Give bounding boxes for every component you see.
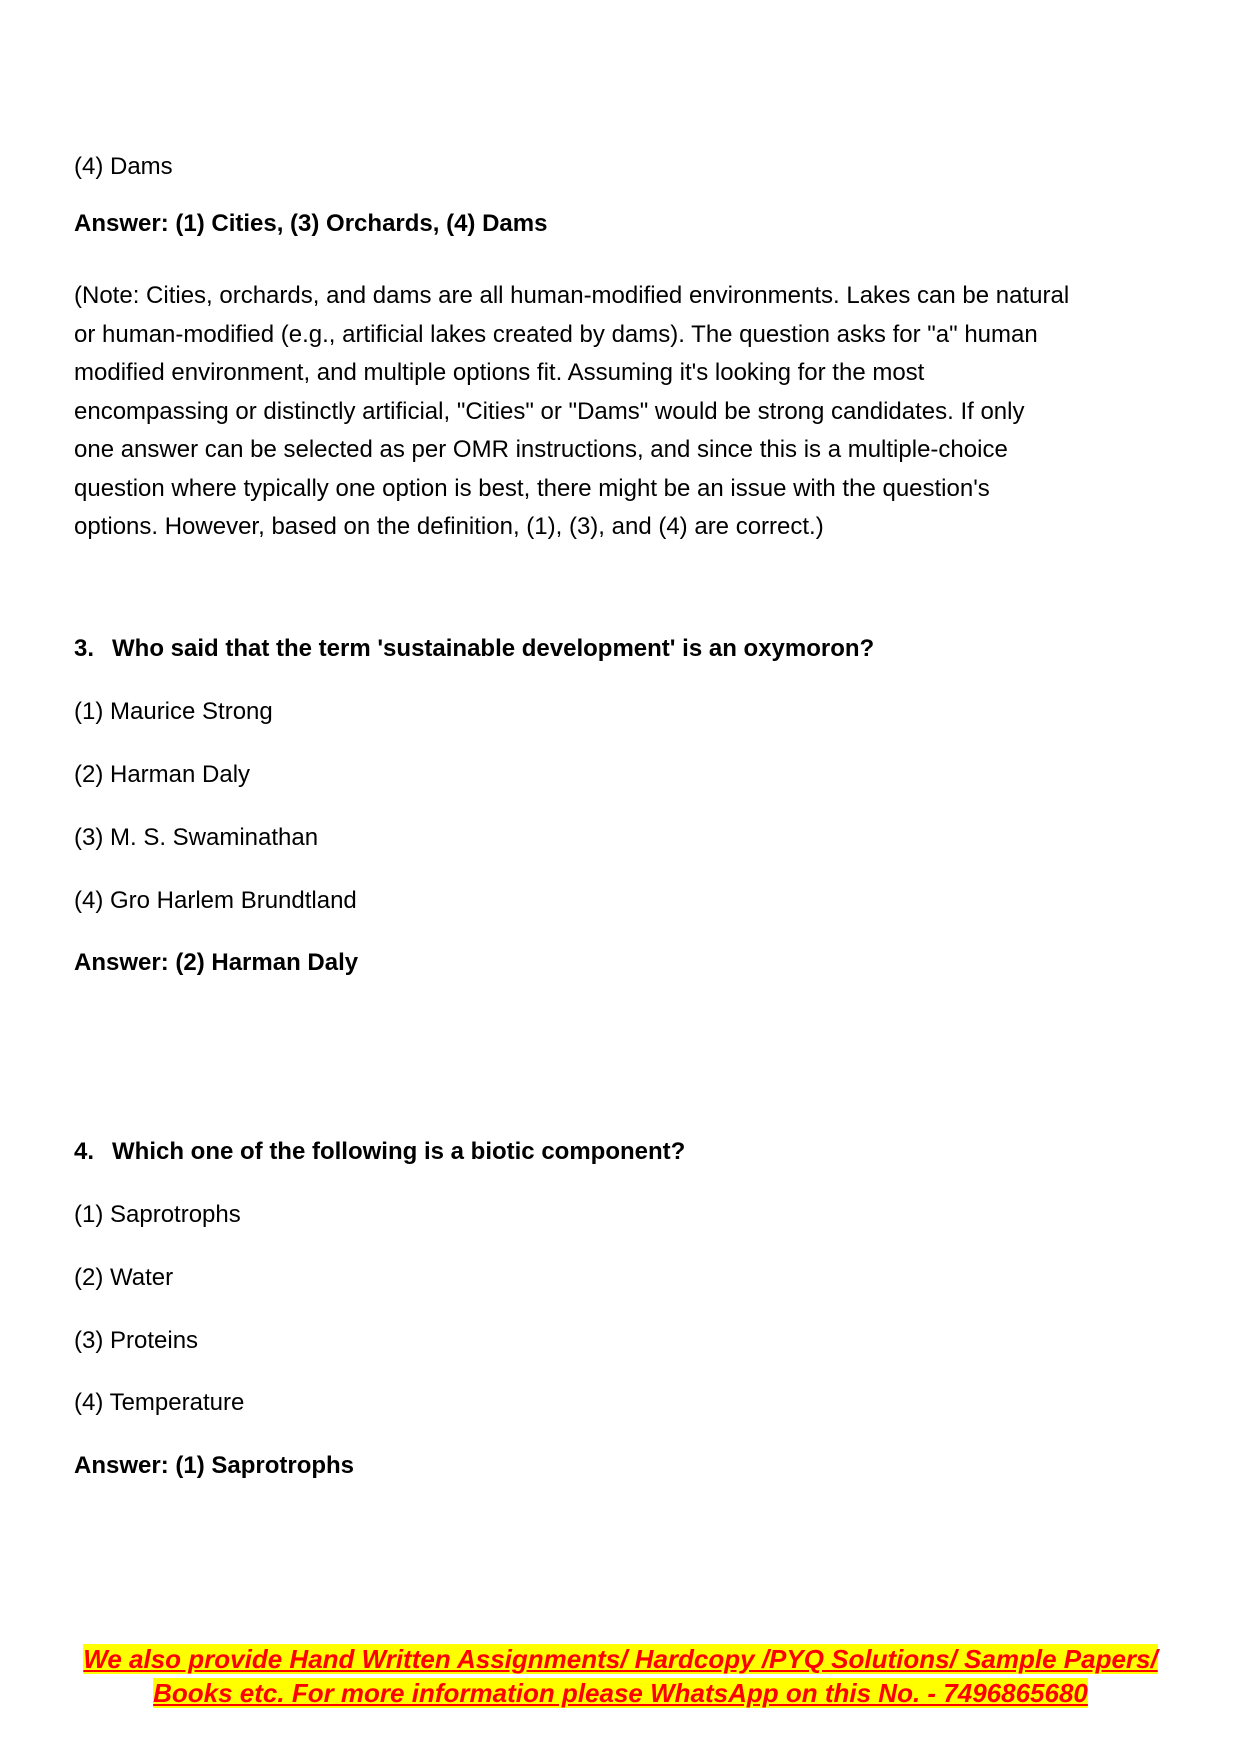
q3-option-3: (3) M. S. Swaminathan: [74, 824, 319, 851]
note-line: one answer can be selected as per OMR instructions, and since this is a multiple-choice: [74, 436, 1008, 463]
q3-option-1: (1) Maurice Strong: [74, 698, 273, 725]
note-line: encompassing or distinctly artificial, "Cities" or "Dams" would be strong candidates. If only: [74, 397, 1025, 425]
q4-question: [74, 1137, 685, 1167]
note-line: or human-modified (e.g., artificial lakes created by dams). The question asks for "a" human: [74, 320, 1038, 348]
note-line: modified environment, and multiple options fit. Assuming it's looking for the most: [74, 359, 925, 386]
q2-option-4: (4) Dams: [74, 153, 173, 180]
q3-option-4: (4) Gro Harlem Brundtland: [74, 887, 357, 914]
q4-option-1: (1) Saprotrophs: [74, 1201, 241, 1228]
note-line: question where typically one option is best, there might be an issue with the question's: [74, 474, 990, 502]
q4-option-3: (3) Proteins: [74, 1327, 199, 1354]
footer-line-2: Books etc. For more information please WhatsApp on this No. - 7496865680: [153, 1678, 1088, 1708]
q4-option-4: (4) Temperature: [74, 1389, 245, 1416]
q3-answer: Answer: (2) Harman Daly: [74, 949, 359, 976]
q3-option-2: (2) Harman Daly: [74, 761, 251, 788]
footer-line-1: We also provide Hand Written Assignments/ Hardcopy /PYQ Solutions/ Sample Papers/: [83, 1644, 1158, 1674]
q2-answer: Answer: (1) Cities, (3) Orchards, (4) Dams: [74, 210, 548, 237]
q3-number: 3.: [74, 635, 95, 662]
q3-question: [74, 634, 874, 664]
q4-number: 4.: [74, 1138, 95, 1165]
q2-note: [74, 277, 1184, 547]
q4-option-2: (2) Water: [74, 1264, 174, 1291]
note-line: (Note: Cities, orchards, and dams are all human-modified environments. Lakes can be natural: [74, 282, 1070, 309]
q4-answer: Answer: (1) Saprotrophs: [74, 1452, 355, 1479]
footer-promo: [0, 1642, 1241, 1710]
q3-question-text: Who said that the term 'sustainable development' is an oxymoron?: [112, 635, 875, 662]
q4-question-text: Which one of the following is a biotic component?: [112, 1138, 686, 1165]
note-line: options. However, based on the definition, (1), (3), and (4) are correct.): [74, 513, 824, 540]
